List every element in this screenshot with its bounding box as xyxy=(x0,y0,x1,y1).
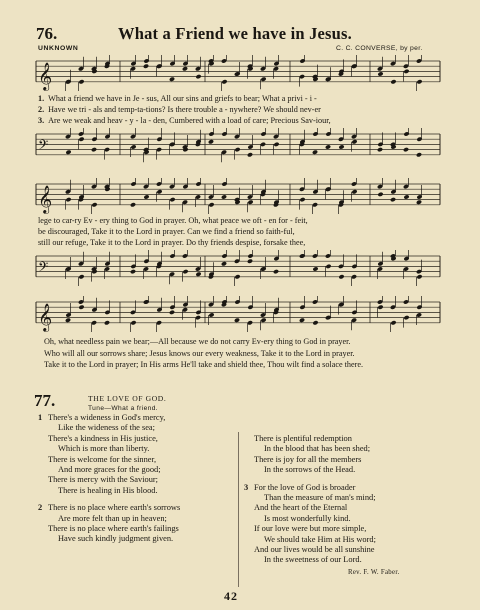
verse-text: Are more felt than up in heaven; xyxy=(58,513,167,523)
verse-text: There is plentiful redemption xyxy=(254,434,352,443)
verse-text: Than the measure of man's mind; xyxy=(264,493,376,503)
hymn-77-attribution: Rev. F. W. Faber. xyxy=(348,568,400,576)
lyric-line: lege to car-ry Ev - ery thing to God in prayer. Oh, what peace we oft - en for - feit, xyxy=(38,216,308,225)
verse-line xyxy=(38,455,234,465)
lyric-line: 3. Are we weak and heav - y - la - den, Cumbered with a load of care; Precious Sav-iour, xyxy=(38,116,331,125)
verse-text: Have such kindly judgment given. xyxy=(58,534,174,544)
verse-text: Like the wideness of the sea; xyxy=(58,423,155,433)
page-number: 42 xyxy=(224,589,238,603)
verse-number: 1 xyxy=(38,413,43,422)
verse-text: There's a kindness in His justice, xyxy=(48,433,158,443)
verse-line xyxy=(38,465,234,475)
music-staff-system-1-bass xyxy=(0,128,480,164)
svg-text:𝄢: 𝄢 xyxy=(38,136,49,156)
svg-text:𝄞: 𝄞 xyxy=(38,61,53,90)
hymn-76-music-credit: C. C. CONVERSE, by per. xyxy=(336,45,423,52)
hymn-76-title: What a Friend we have in Jesus. xyxy=(118,24,353,43)
lyric-line: 2. Have we tri - als and temp-ta-tions? Is there trouble a - nywhere? We should nev-er xyxy=(38,105,321,114)
svg-text:𝄞: 𝄞 xyxy=(38,302,53,331)
verse-line xyxy=(244,434,444,444)
verse-text: For the love of God is broader xyxy=(254,482,356,492)
verse-line xyxy=(244,493,444,503)
verse-line xyxy=(244,555,444,565)
lyric-line: Take it to the Lord in prayer; In His arms He'll take and shield thee, Thou wilt find a solace there. xyxy=(44,360,364,369)
verse-line xyxy=(38,475,234,485)
hymn-77-tune: Tune—What a friend. xyxy=(88,405,159,412)
verse-text: We should take Him at His word; xyxy=(264,534,376,544)
verse-text: And the heart of the Eternal xyxy=(254,503,348,513)
verse-text: There is no place where earth's sorrows xyxy=(48,503,181,513)
svg-text:𝄢: 𝄢 xyxy=(38,258,49,278)
hymn-77-title: THE LOVE OF GOD. xyxy=(88,394,167,403)
hymn-77-right-column xyxy=(244,434,444,578)
verse-text: And more graces for the good; xyxy=(58,465,161,475)
hymn-77-number: 77. xyxy=(34,391,56,410)
verse-text: There is welcome for the sinner, xyxy=(48,454,157,464)
verse-line xyxy=(38,524,234,534)
lyric-line: still our refuge, Take it to the Lord in prayer. Do thy friends despise, forsake thee, xyxy=(38,238,306,247)
hymn-76-number: 76. xyxy=(36,24,58,43)
verse-line xyxy=(38,534,234,544)
verse-gap xyxy=(244,476,444,483)
music-staff-system-2-treble xyxy=(0,178,480,214)
music-staff-system-2-bass xyxy=(0,250,480,286)
verse-text: In the sorrows of the Head. xyxy=(264,465,356,475)
verse-line xyxy=(244,444,444,454)
lyric-line: Who will all our sorrows share; Jesus knows our every weakness, Take it to the Lord in prayer. xyxy=(44,349,355,358)
verse-line xyxy=(244,503,444,513)
verse-line xyxy=(38,486,234,496)
verse-text: There is mercy with the Saviour; xyxy=(48,475,159,485)
verse-line xyxy=(38,434,234,444)
verse-text: In the blood that has been shed; xyxy=(264,444,371,454)
verse-line xyxy=(244,524,444,534)
verse-text: In the sweetness of our Lord. xyxy=(264,555,362,565)
music-staff-system-1-treble xyxy=(0,55,480,91)
verse-line xyxy=(244,483,444,493)
verse-line xyxy=(244,535,444,545)
verse-text: There is healing in His blood. xyxy=(58,485,158,495)
verse-line xyxy=(38,413,234,423)
verse-line xyxy=(38,503,234,513)
verse-number: 3 xyxy=(244,482,249,492)
verse-text: Which is more than liberty. xyxy=(58,444,150,454)
verse-text: If our love were but more simple, xyxy=(254,524,367,534)
verse-line xyxy=(244,545,444,555)
lyric-line: 1. What a friend we have in Je - sus, All our sins and griefs to bear; What a privi - i - xyxy=(38,94,317,103)
lyric-line: Oh, what needless pain we bear;—All because we do not carry Ev-ery thing to God in prayer. xyxy=(44,337,351,346)
music-staff-system-3-treble xyxy=(0,296,480,332)
svg-text:𝄞: 𝄞 xyxy=(38,184,53,213)
verse-text: And our lives would be all sunshine xyxy=(254,545,375,555)
verse-gap xyxy=(38,496,234,503)
column-divider xyxy=(238,432,239,587)
verse-text: Is most wonderfully kind. xyxy=(264,513,351,523)
verse-text: There is no place where earth's failings xyxy=(48,524,179,534)
lyric-line: be discouraged, Take it to the Lord in prayer. Can we find a friend so faith-ful, xyxy=(38,227,295,236)
verse-line xyxy=(38,444,234,454)
hymn-76-words-credit: UNKNOWN xyxy=(38,45,79,52)
verse-number: 2 xyxy=(38,503,43,513)
verse-text: There is joy for all the members xyxy=(254,454,362,464)
verse-line xyxy=(38,423,234,433)
verse-line xyxy=(244,514,444,524)
verse-text: There's a wideness in God's mercy, xyxy=(48,413,166,422)
hymn-77-left-column xyxy=(38,413,234,545)
verse-line xyxy=(244,465,444,475)
verse-line xyxy=(38,514,234,524)
verse-line xyxy=(244,455,444,465)
